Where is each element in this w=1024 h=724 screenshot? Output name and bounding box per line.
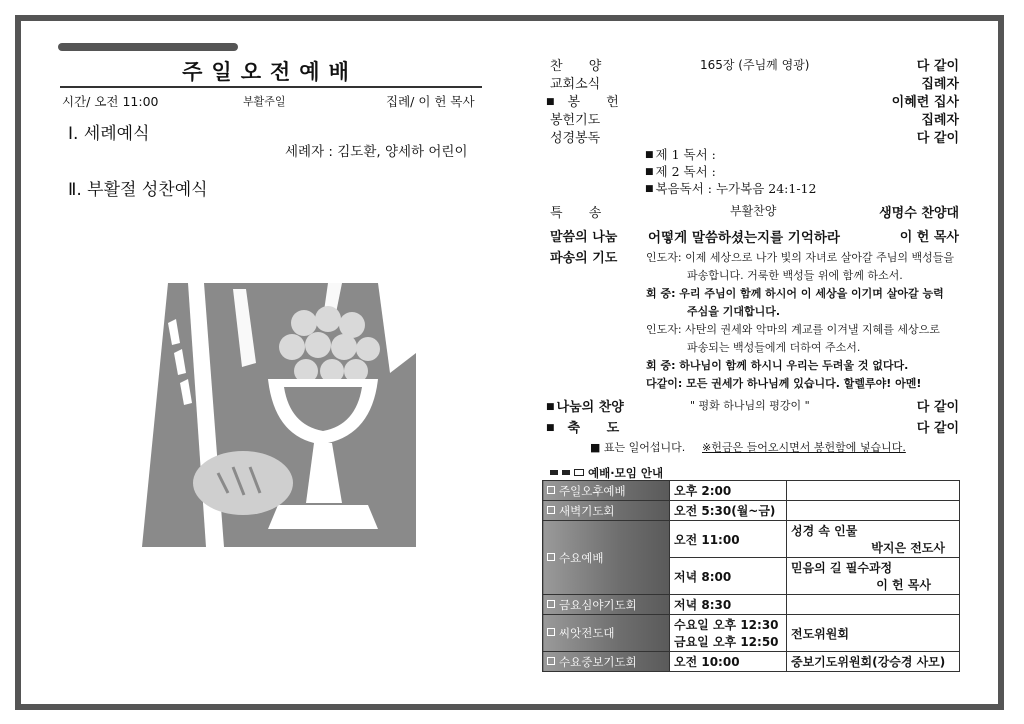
sermon-label: 말씀의 나눔	[550, 230, 618, 245]
first-reading: ■ 제 1 독서 :	[645, 145, 716, 163]
table-row	[543, 615, 960, 652]
meeting-desc-speaker: 박지은 전도사	[871, 541, 945, 555]
sending-prayer-label: 파송의 기도	[550, 251, 618, 266]
special-song-title: 부활찬양	[730, 204, 777, 218]
sermon-preacher: 이 헌 목사	[899, 230, 959, 245]
meeting-desc: 중보기도위원회(강승경 사모)	[787, 652, 960, 672]
table-row	[543, 501, 960, 521]
meeting-desc-topic: 믿음의 길 필수과정	[791, 561, 893, 575]
meeting-desc	[787, 558, 960, 595]
prayer-line: 다같이: 모든 권세가 하나님께 있습니다. 할렐루야! 아멘!	[646, 377, 922, 390]
benediction-leader: 다 같이	[916, 421, 959, 436]
offering-note: ※헌금은 들어오시면서 봉헌함에 넣습니다.	[702, 441, 906, 454]
sharing-hymn-title: " 평화 하나님의 평강이 "	[690, 399, 810, 412]
meeting-time: 오전 5:30(월~금)	[670, 501, 787, 521]
table-row	[543, 652, 960, 672]
sunday-name: 부활주일	[243, 95, 286, 108]
meeting-time: 오후 2:00	[670, 481, 787, 501]
meeting-guide-title: 예배·모임 안내	[588, 466, 664, 480]
gospel-reading: ■ 복음독서 : 누가복음 24:1-12	[645, 179, 816, 197]
special-song-label: 특 송	[550, 206, 613, 221]
prayer-line: 주심을 기대합니다.	[687, 305, 781, 318]
baptized-names: 세례자 : 김도환, 양세하 어린이	[285, 144, 468, 160]
meeting-desc	[787, 501, 960, 521]
meeting-name: 새벽기도회	[559, 503, 615, 518]
hymn-label: 찬 양	[550, 59, 613, 74]
title-rule	[60, 86, 482, 88]
prayer-line: 인도자: 이제 세상으로 나가 빛의 자녀로 살아갈 주님의 백성들을	[646, 251, 954, 264]
table-row	[543, 481, 960, 501]
special-song-choir: 생명수 찬양대	[879, 206, 959, 221]
sharing-hymn-label: ■ 나눔의 찬양	[546, 396, 624, 415]
meeting-guide-heading	[550, 465, 663, 481]
offering-prayer-leader: 집례자	[921, 113, 959, 128]
meeting-desc	[787, 595, 960, 615]
page-title: 주일오전예배	[182, 60, 358, 84]
section-communion-heading: Ⅱ. 부활절 성찬예식	[68, 180, 208, 200]
prayer-line: 회 중: 우리 주님이 함께 하시어 이 세상을 이기며 살아갈 능력	[646, 287, 944, 300]
communion-illustration	[128, 283, 416, 547]
meeting-desc-topic: 성경 속 인물	[791, 524, 858, 538]
prayer-line: 파송합니다. 거룩한 백성들 위에 함께 하소서.	[687, 269, 903, 282]
prayer-line: 회 중: 하나님이 함께 하시니 우리는 두려울 것 없다다.	[646, 359, 909, 372]
meeting-desc	[787, 521, 960, 558]
meeting-time-fri: 금요일 오후 12:50	[674, 635, 779, 649]
meeting-desc	[787, 481, 960, 501]
church-news-leader: 집례자	[921, 77, 959, 92]
offering-prayer-label: 봉헌기도	[550, 113, 601, 128]
meeting-name: 수요예배	[559, 550, 604, 565]
meeting-schedule-table	[542, 480, 960, 672]
meeting-desc: 전도위원회	[787, 615, 960, 652]
meeting-time-wed: 수요일 오후 12:30	[674, 618, 779, 632]
meeting-name: 주일오후예배	[559, 483, 626, 498]
meeting-time: 저녁 8:00	[670, 558, 787, 595]
standing-note: ■ 표는 일어섭니다.	[590, 441, 686, 454]
table-row	[543, 521, 960, 558]
meeting-desc-speaker: 이 헌 목사	[876, 578, 931, 592]
service-time: 시간/ 오전 11:00	[62, 94, 159, 109]
meeting-name: 씨앗전도대	[559, 626, 615, 640]
offering-label: ■ 봉 헌	[546, 91, 630, 110]
section-baptism-heading: Ⅰ. 세례예식	[68, 124, 150, 144]
meeting-name: 수요중보기도회	[559, 654, 637, 669]
meeting-time: 저녁 8:30	[670, 595, 787, 615]
hymn-leader: 다 같이	[916, 59, 959, 74]
meeting-time: 오전 11:00	[670, 521, 787, 558]
second-reading: ■ 제 2 독서 :	[645, 162, 716, 180]
prayer-line: 파송되는 백성들에게 더하여 주소서.	[687, 341, 861, 354]
decorative-bar	[58, 43, 238, 51]
meeting-time: 오전 10:00	[670, 652, 787, 672]
sermon-title: 어떻게 말씀하셨는지를 기억하라	[648, 230, 840, 246]
offering-leader: 이혜련 집사	[891, 95, 959, 110]
meeting-time	[670, 615, 787, 652]
scripture-reading-leader: 다 같이	[916, 131, 959, 146]
sharing-hymn-leader: 다 같이	[916, 400, 959, 415]
benediction-label: ■ 축 도	[546, 417, 630, 436]
prayer-line: 인도자: 사탄의 권세와 악마의 계교를 이겨낼 지혜를 세상으로	[646, 323, 940, 336]
service-leader: 집례/ 이 헌 목사	[386, 94, 475, 109]
meeting-name: 금요심야기도회	[559, 597, 637, 612]
church-news-label: 교회소식	[550, 77, 601, 92]
hymn-number: 165장 (주님께 영광)	[700, 58, 810, 72]
table-row	[543, 595, 960, 615]
scripture-reading-label: 성경봉독	[550, 131, 601, 146]
